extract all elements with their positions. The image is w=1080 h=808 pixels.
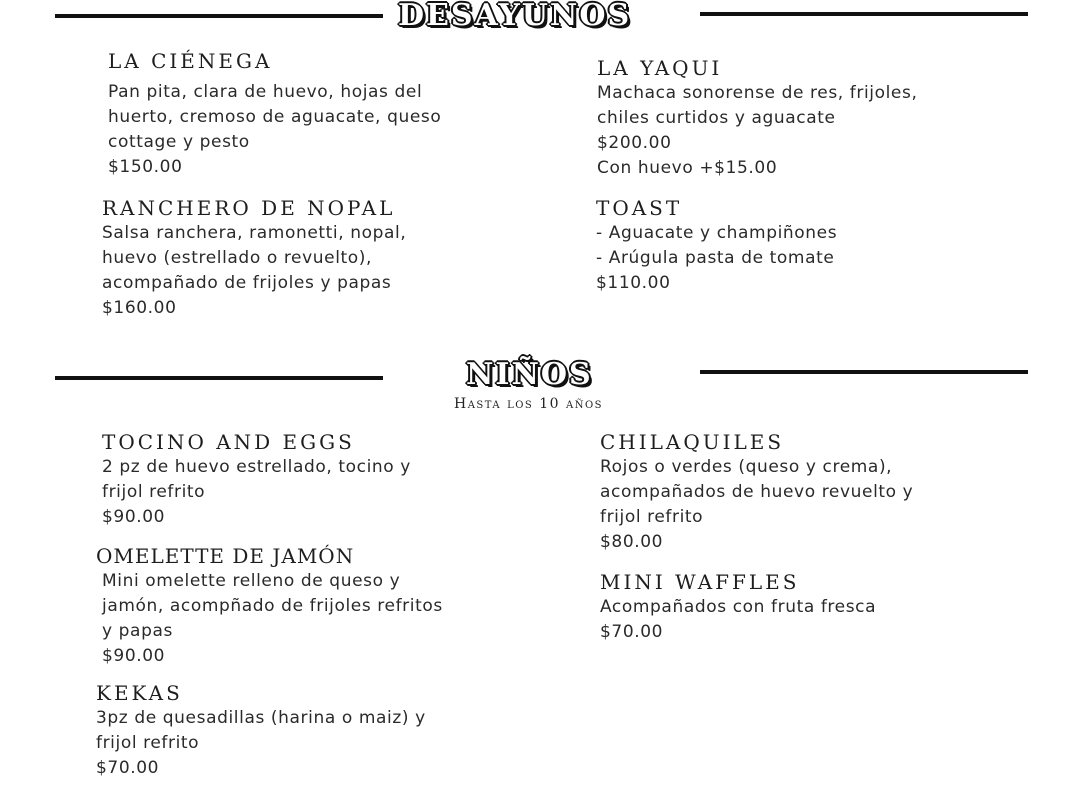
item-description-line: huevo (estrellado o revuelto), (102, 248, 373, 268)
item-name: MINI WAFFLES (600, 570, 800, 594)
item-name: OMELETTE DE JAMÓN (96, 544, 355, 568)
item-description-line: huerto, cremoso de aguacate, queso (108, 107, 442, 127)
item-description-line: - Aguacate y champiñones (596, 223, 838, 243)
section-divider-left (55, 376, 383, 380)
item-price: $200.00 (597, 133, 672, 153)
item-price: $150.00 (108, 157, 183, 177)
item-price: $70.00 (600, 622, 664, 642)
item-description-line: Rojos o verdes (queso y crema), (600, 457, 893, 477)
menu-item-mini-waffles (600, 570, 876, 645)
section-title-desayunos: DESAYUNOS (398, 0, 632, 33)
item-description-line: frijol refrito (102, 482, 206, 502)
item-name: CHILAQUILES (600, 430, 785, 454)
menu-item-chilaquiles (600, 430, 913, 555)
menu-item-la-cienega (108, 49, 441, 180)
item-description-line: Machaca sonorense de res, frijoles, (597, 83, 918, 103)
item-description-line: Salsa ranchera, ramonetti, nopal, (102, 223, 407, 243)
item-description-line: 3pz de quesadillas (harina o maiz) y (96, 708, 426, 728)
menu-item-la-yaqui (597, 56, 917, 181)
menu-item-omelette-de-jamon (96, 544, 443, 669)
item-description-line: chiles curtidos y aguacate (597, 108, 836, 128)
menu-item-ranchero-de-nopal (102, 196, 406, 321)
item-name: TOCINO AND EGGS (102, 430, 355, 454)
item-price-extra: Con huevo +$15.00 (597, 158, 778, 178)
item-description-line: frijol refrito (96, 733, 200, 753)
item-description-line: jamón, acompñado de frijoles refritos (102, 596, 443, 616)
item-price: $70.00 (96, 758, 160, 778)
item-description-line: - Arúgula pasta de tomate (596, 248, 835, 268)
menu-item-tocino-and-eggs (102, 430, 411, 530)
section-divider-left (55, 14, 383, 18)
item-description-line: Mini omelette relleno de queso y (102, 571, 401, 591)
item-description-line: Acompañados con fruta fresca (600, 597, 877, 617)
item-name: KEKAS (96, 681, 183, 705)
item-price: $90.00 (102, 507, 166, 527)
item-description-line: acompañados de huevo revuelto y (600, 482, 914, 502)
item-name: RANCHERO DE NOPAL (102, 196, 396, 220)
section-divider-right (700, 12, 1028, 16)
item-name: TOAST (596, 196, 683, 220)
item-price: $80.00 (600, 532, 664, 552)
section-divider-right (700, 370, 1028, 374)
item-description-line: cottage y pesto (108, 132, 250, 152)
item-price: $160.00 (102, 298, 177, 318)
item-description-line: 2 pz de huevo estrellado, tocino y (102, 457, 411, 477)
item-description-line: Pan pita, clara de huevo, hojas del (108, 82, 423, 102)
item-price: $90.00 (102, 646, 166, 666)
section-subtitle: Hasta los 10 años (454, 396, 604, 412)
item-description-line: y papas (102, 621, 173, 641)
menu-item-kekas (96, 681, 426, 781)
item-name: LA CIÉNEGA (108, 49, 273, 73)
item-description-line: acompañado de frijoles y papas (102, 273, 392, 293)
item-description-line: frijol refrito (600, 507, 704, 527)
item-price: $110.00 (596, 273, 671, 293)
section-title-ninos: NIÑOS (466, 357, 593, 392)
item-name: LA YAQUI (597, 56, 723, 80)
menu-item-toast (596, 196, 837, 296)
